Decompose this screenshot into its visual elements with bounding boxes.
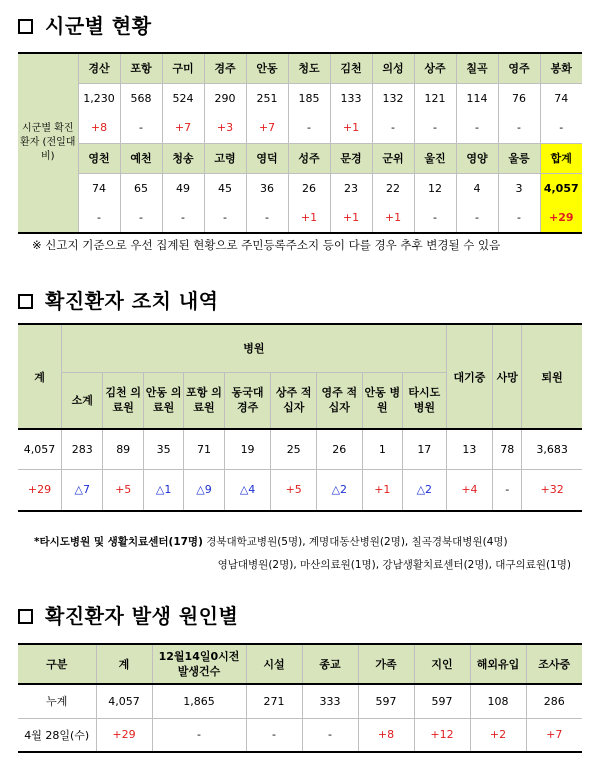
t3-header-3: 시설	[246, 644, 302, 684]
t3-header-0: 구분	[18, 644, 96, 684]
t1-row1-names	[18, 53, 582, 83]
t2-count-3: 35	[143, 429, 183, 469]
city-status-table	[18, 52, 582, 234]
t2-change-3: △1	[143, 469, 183, 511]
t2-subheader-3: 포항 의료원	[184, 372, 224, 429]
t2-change-6: +5	[271, 469, 317, 511]
t2-count-10: 13	[446, 429, 493, 469]
t1-cell-row1-changes-8: -	[414, 113, 456, 143]
t1-cell-row1-counts-9: 114	[456, 83, 498, 113]
t1-cell-row2-names-5: 성주	[288, 143, 330, 173]
t1-cell-row2-names-7: 군위	[372, 143, 414, 173]
t3-header-2: 12월14일0시전 발생건수	[152, 644, 246, 684]
t2-subheader-6: 영주 적십자	[317, 372, 363, 429]
t1-cell-row2-changes-2: -	[162, 203, 204, 233]
t1-cell-row1-counts-2: 524	[162, 83, 204, 113]
t1-cell-row1-changes-10: -	[498, 113, 540, 143]
t1-cell-row2-counts-10: 3	[498, 173, 540, 203]
t3-header-row	[18, 644, 582, 684]
t3-header-1: 계	[96, 644, 152, 684]
t3-daily-7: +2	[470, 718, 526, 752]
t1-cell-row2-counts-6: 23	[330, 173, 372, 203]
t2-subheader-2: 안동 의료원	[143, 372, 183, 429]
t1-cell-row1-names-10: 영주	[498, 53, 540, 83]
checkbox-square-icon	[18, 19, 33, 34]
t2-count-6: 25	[271, 429, 317, 469]
t1-cell-row2-names-1: 예천	[120, 143, 162, 173]
cause-table	[18, 643, 582, 753]
t2-change-5: △4	[224, 469, 271, 511]
t1-cell-row2-names-3: 고령	[204, 143, 246, 173]
t2-change-9: △2	[403, 469, 447, 511]
measures-table	[18, 323, 582, 512]
t2-count-5: 19	[224, 429, 271, 469]
cause-section-title: 확진환자 발생 원인별	[18, 600, 238, 629]
t3-header-4: 종교	[302, 644, 358, 684]
t1-cell-row2-counts-2: 49	[162, 173, 204, 203]
t3-daily-3: -	[246, 718, 302, 752]
t1-cell-row1-changes-2: +7	[162, 113, 204, 143]
t1-cell-row1-changes-11: -	[540, 113, 582, 143]
footnote-line2: 영남대병원(2명), 마산의료원(1명), 강남생활치료센터(2명), 대구의료원(1명)	[217, 559, 571, 571]
t3-cum-5: 597	[358, 684, 414, 718]
t1-cell-row2-changes-3: -	[204, 203, 246, 233]
t3-header-5: 가족	[358, 644, 414, 684]
t3-daily-8: +7	[526, 718, 582, 752]
t1-cell-row2-counts-7: 22	[372, 173, 414, 203]
t1-cell-row1-names-4: 안동	[246, 53, 288, 83]
t1-cell-row1-changes-7: -	[372, 113, 414, 143]
t2-change-11: -	[493, 469, 522, 511]
t2-count-4: 71	[184, 429, 224, 469]
t2-subheader-8: 타시도 병원	[403, 372, 447, 429]
checkbox-square-icon	[18, 609, 33, 624]
t3-header-6: 지인	[414, 644, 470, 684]
t1-cell-row2-counts-8: 12	[414, 173, 456, 203]
t1-cell-row2-names-2: 청송	[162, 143, 204, 173]
t1-cell-row1-counts-0: 1,230	[78, 83, 120, 113]
t2-change-4: △9	[184, 469, 224, 511]
t2-total-header: 계	[18, 324, 62, 429]
t1-cell-row2-counts-0: 74	[78, 173, 120, 203]
t3-daily-6: +12	[414, 718, 470, 752]
t1-cell-row2-changes-11: +29	[540, 203, 582, 233]
t1-cell-row2-changes-1: -	[120, 203, 162, 233]
t2-count-7: 26	[317, 429, 363, 469]
t1-cell-row2-changes-9: -	[456, 203, 498, 233]
t3-cumulative-row	[18, 684, 582, 718]
t1-cell-row2-counts-5: 26	[288, 173, 330, 203]
t1-cell-row1-changes-4: +7	[246, 113, 288, 143]
t2-count-12: 3,683	[522, 429, 582, 469]
t1-cell-row1-names-5: 청도	[288, 53, 330, 83]
t1-cell-row1-names-7: 의성	[372, 53, 414, 83]
t1-cell-row1-names-1: 포항	[120, 53, 162, 83]
t1-row2-names	[18, 143, 582, 173]
footnote-line1: *타시도병원 및 생활치료센터(17명) 경북대학교병원(5명), 계명대동산병원(2명), 칠곡경북대병원(4명)	[34, 536, 508, 548]
t1-cell-row1-names-9: 칠곡	[456, 53, 498, 83]
t1-cell-row1-counts-6: 133	[330, 83, 372, 113]
t1-cell-row2-changes-7: +1	[372, 203, 414, 233]
t1-cell-row2-names-11: 합계	[540, 143, 582, 173]
t1-cell-row2-names-6: 문경	[330, 143, 372, 173]
t2-count-11: 78	[493, 429, 522, 469]
t1-cell-row2-names-10: 울릉	[498, 143, 540, 173]
t1-row1-changes	[18, 113, 582, 143]
t1-cell-row1-names-11: 봉화	[540, 53, 582, 83]
t1-cell-row2-names-0: 영천	[78, 143, 120, 173]
measures-section-title: 확진환자 조치 내역	[18, 285, 219, 314]
t2-count-9: 17	[403, 429, 447, 469]
t1-cell-row1-counts-4: 251	[246, 83, 288, 113]
t2-subheader-7: 안동 병원	[362, 372, 402, 429]
t1-cell-row1-names-6: 김천	[330, 53, 372, 83]
t1-cell-row2-changes-0: -	[78, 203, 120, 233]
t3-header-8: 조사중	[526, 644, 582, 684]
t1-cell-row2-counts-3: 45	[204, 173, 246, 203]
t1-cell-row1-counts-11: 74	[540, 83, 582, 113]
t2-count-8: 1	[362, 429, 402, 469]
t2-discharge-header: 퇴원	[522, 324, 582, 429]
t1-cell-row1-counts-7: 132	[372, 83, 414, 113]
t2-change-2: +5	[103, 469, 143, 511]
t1-cell-row2-names-8: 울진	[414, 143, 456, 173]
t1-cell-row1-changes-6: +1	[330, 113, 372, 143]
t3-cum-1: 4,057	[96, 684, 152, 718]
t1-cell-row2-changes-5: +1	[288, 203, 330, 233]
t2-subheader-5: 상주 적십자	[271, 372, 317, 429]
t1-cell-row1-names-8: 상주	[414, 53, 456, 83]
t1-row1-counts	[18, 83, 582, 113]
t2-count-2: 89	[103, 429, 143, 469]
t2-changes-row	[18, 469, 582, 511]
t1-cell-row2-changes-8: -	[414, 203, 456, 233]
t2-change-8: +1	[362, 469, 402, 511]
t1-cell-row2-changes-6: +1	[330, 203, 372, 233]
t1-cell-row1-names-3: 경주	[204, 53, 246, 83]
t1-cell-row1-counts-8: 121	[414, 83, 456, 113]
t2-subheader-4: 동국대 경주	[224, 372, 271, 429]
note-text: ※ 신고지 기준으로 우선 집계된 현황으로 주민등록주소지 등이 다를 경우 추후 변경될 수 있음	[32, 238, 501, 252]
t1-cell-row1-counts-5: 185	[288, 83, 330, 113]
checkbox-square-icon	[18, 294, 33, 309]
t1-cell-row2-names-9: 영양	[456, 143, 498, 173]
t1-cell-row1-changes-1: -	[120, 113, 162, 143]
t2-change-7: △2	[317, 469, 363, 511]
t3-cum-4: 333	[302, 684, 358, 718]
t2-change-1: △7	[62, 469, 103, 511]
t1-row2-changes	[18, 203, 582, 233]
t1-cell-row1-counts-10: 76	[498, 83, 540, 113]
t1-cell-row2-counts-1: 65	[120, 173, 162, 203]
t1-cell-row2-changes-4: -	[246, 203, 288, 233]
t2-waiting-header: 대기중	[446, 324, 493, 429]
t3-daily-2: -	[152, 718, 246, 752]
t1-row2-counts	[18, 173, 582, 203]
t2-count-1: 283	[62, 429, 103, 469]
t1-cell-row1-counts-3: 290	[204, 83, 246, 113]
t2-change-12: +32	[522, 469, 582, 511]
t1-cell-row1-names-0: 경산	[78, 53, 120, 83]
t3-cum-8: 286	[526, 684, 582, 718]
t1-cell-row2-counts-4: 36	[246, 173, 288, 203]
t3-cum-3: 271	[246, 684, 302, 718]
t1-cell-row2-counts-9: 4	[456, 173, 498, 203]
t1-cell-row1-counts-1: 568	[120, 83, 162, 113]
t1-left-label: 시군별 확진환자 (전일대비)	[18, 53, 78, 233]
t2-subheader-1: 김천 의료원	[103, 372, 143, 429]
t1-cell-row2-changes-10: -	[498, 203, 540, 233]
t1-cell-row2-counts-11: 4,057	[540, 173, 582, 203]
t3-cum-2: 1,865	[152, 684, 246, 718]
t3-daily-0: 4월 28일(수)	[18, 718, 96, 752]
t1-cell-row1-changes-0: +8	[78, 113, 120, 143]
t2-hospital-header: 병원	[62, 324, 447, 372]
t3-daily-1: +29	[96, 718, 152, 752]
t2-counts-row	[18, 429, 582, 469]
t3-header-7: 해외유입	[470, 644, 526, 684]
status-section-title: 시군별 현황	[18, 10, 152, 39]
t3-daily-4: -	[302, 718, 358, 752]
t3-daily-row	[18, 718, 582, 752]
t2-subheader-0: 소계	[62, 372, 103, 429]
t1-cell-row2-names-4: 영덕	[246, 143, 288, 173]
t1-cell-row1-changes-9: -	[456, 113, 498, 143]
t1-cell-row1-names-2: 구미	[162, 53, 204, 83]
t2-death-header: 사망	[493, 324, 522, 429]
t3-daily-5: +8	[358, 718, 414, 752]
t2-change-0: +29	[18, 469, 62, 511]
t2-count-0: 4,057	[18, 429, 62, 469]
t3-cum-6: 597	[414, 684, 470, 718]
t1-cell-row1-changes-3: +3	[204, 113, 246, 143]
t1-cell-row1-changes-5: -	[288, 113, 330, 143]
t3-cum-0: 누계	[18, 684, 96, 718]
t2-change-10: +4	[446, 469, 493, 511]
t3-cum-7: 108	[470, 684, 526, 718]
